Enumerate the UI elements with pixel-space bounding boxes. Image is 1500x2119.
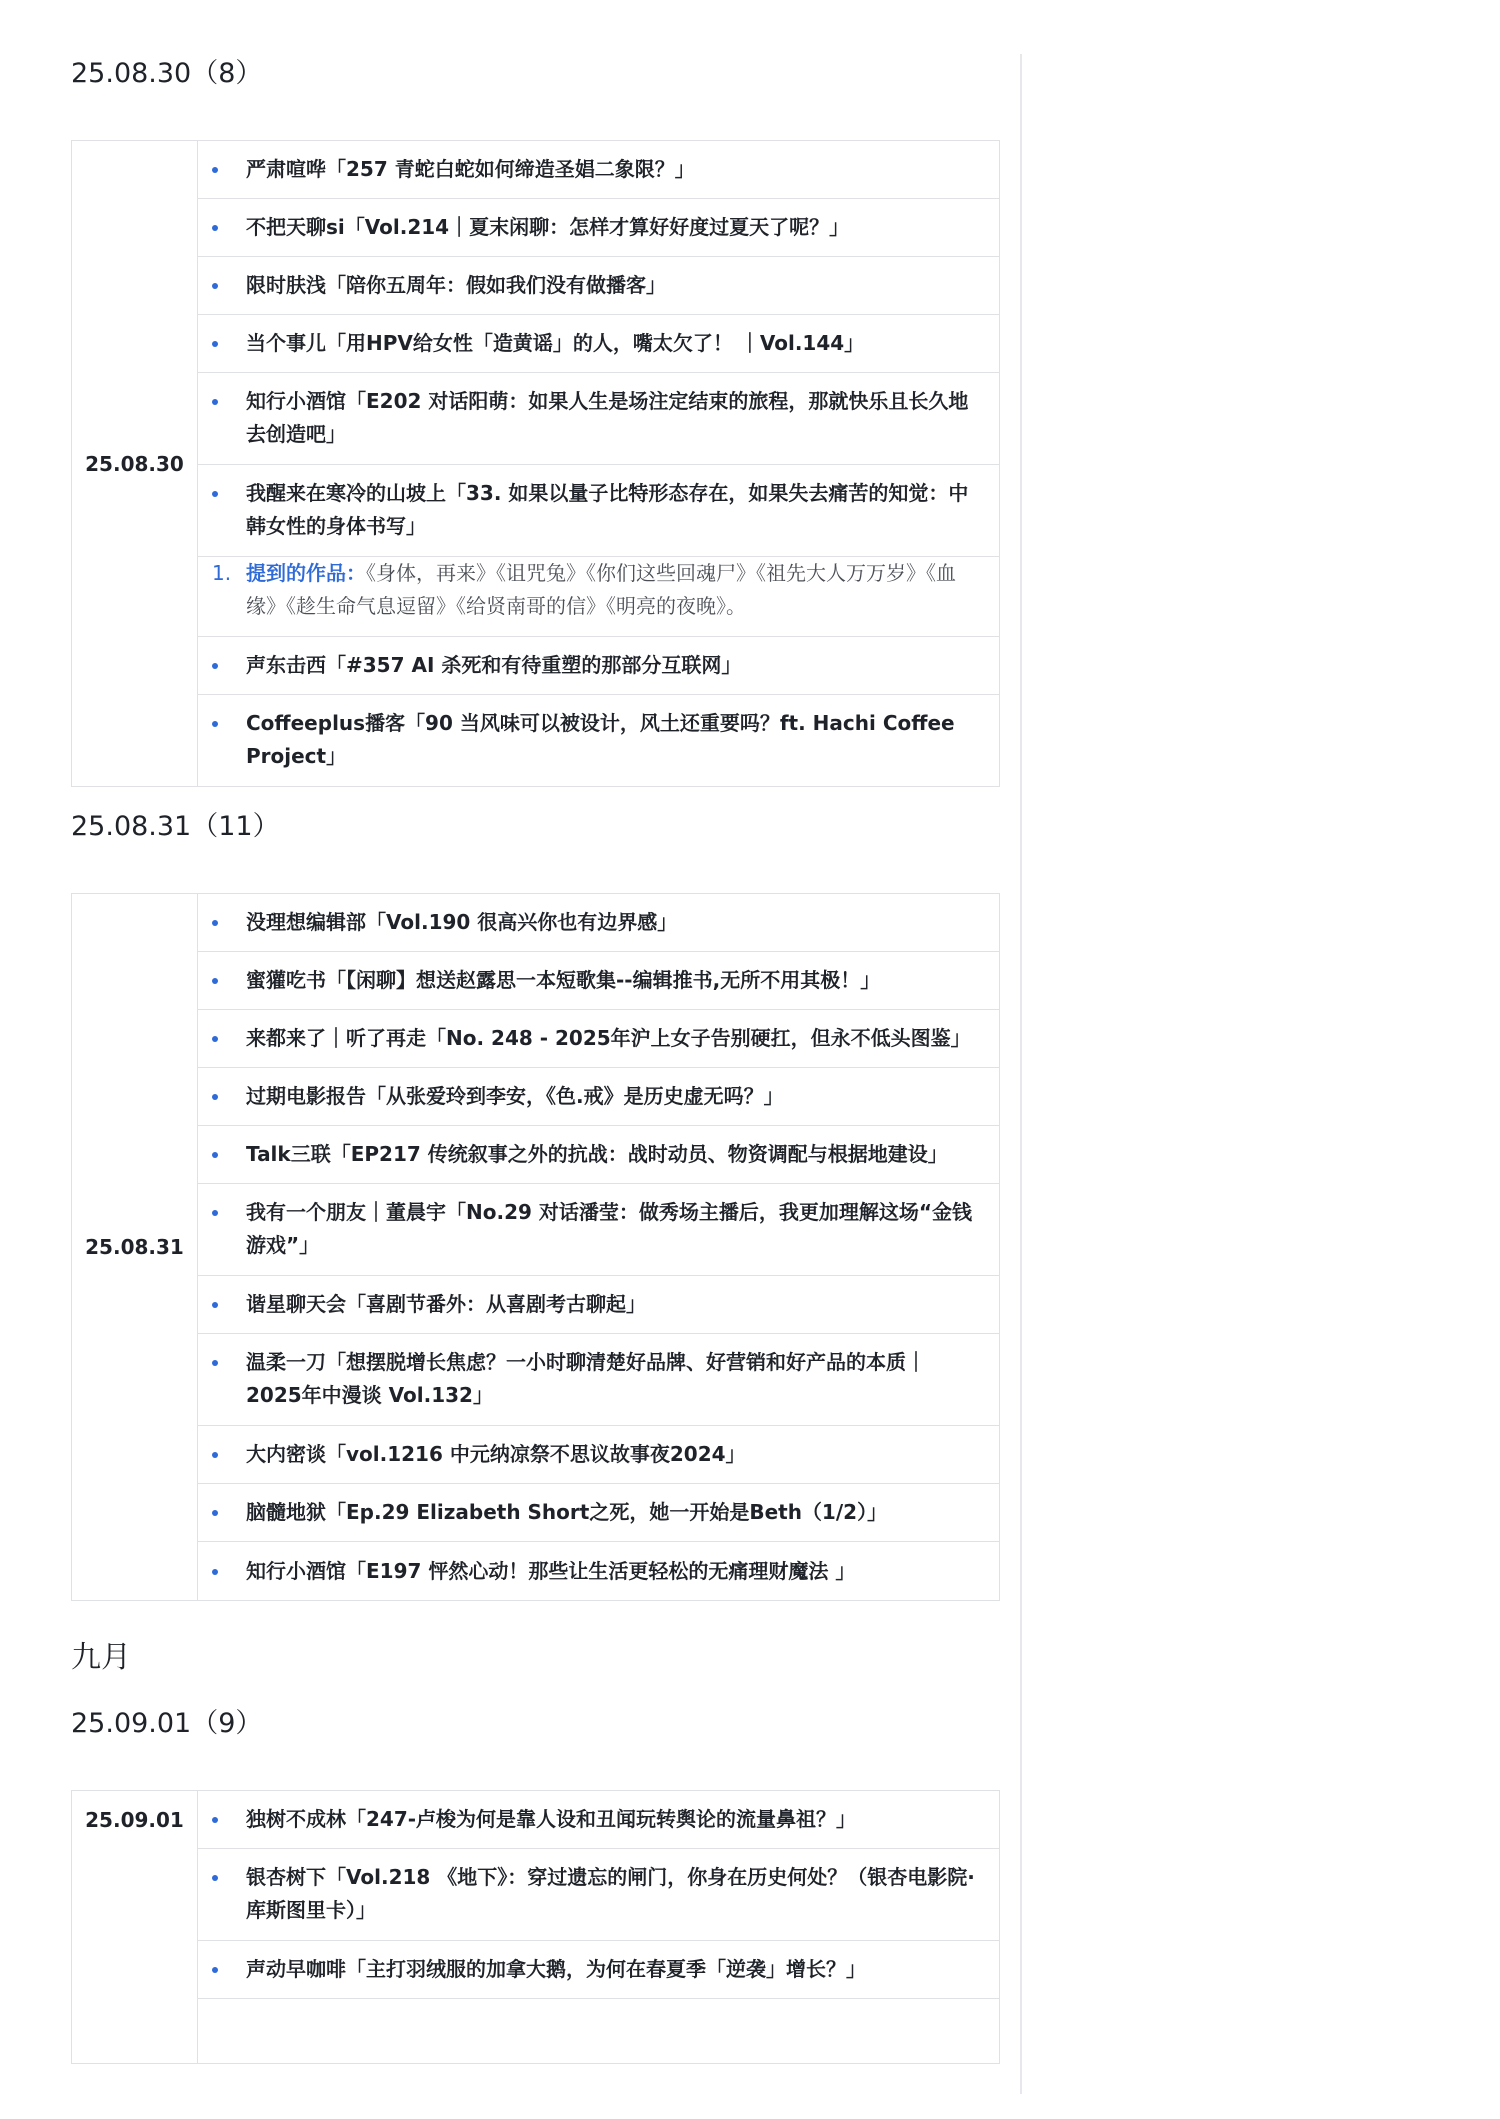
list-item [198,1334,999,1426]
note-number: 1. [212,561,232,585]
day-heading: 25.08.31（11） [71,811,280,842]
note-body [246,557,979,623]
entry-text: Coffeeplus播客「90 当风味可以被设计，风土还重要吗？ft. Hachi Coffee Project」 [246,711,955,768]
day-heading: 25.08.30（8） [71,58,263,89]
date-cell: 25.08.31 [72,894,198,1601]
bullet-icon [212,1080,246,1113]
entry-text: 来都来了｜听了再走「No. 248 - 2025年沪上女子告别硬扛，但永不低头图鉴」 [246,1026,971,1050]
entry-text: 知行小酒馆「E197 怦然心动！那些让生活更轻松的无痛理财魔法 」 [246,1558,856,1583]
bullet-icon [212,1496,246,1529]
day-section-0901 [71,1636,1001,2064]
entries-cell [198,1791,1000,2064]
entry-note-row [198,557,999,637]
episode-table [71,893,1000,1601]
date-cell: 25.09.01 [72,1791,198,2064]
list-item [198,1010,999,1068]
entry-text: 温柔一刀「想摆脱增长焦虑？一小时聊清楚好品牌、好营销和好产品的本质｜2025年中漫谈 Vol.132」 [246,1350,926,1407]
bullet-icon [212,1138,246,1171]
entry-text: 大内密谈「vol.1216 中元纳凉祭不思议故事夜2024」 [246,1442,746,1466]
entries-cell [198,141,1000,787]
entry-stack [246,477,979,543]
month-heading: 九月 [71,1640,131,1675]
list-item [198,1849,999,1941]
bullet-icon [212,269,246,302]
bullet-icon [212,1803,246,1836]
bullet-icon [212,1861,246,1894]
list-item [198,1542,999,1600]
entry-text: 没理想编辑部「Vol.190 很高兴你也有边界感」 [246,910,678,934]
list-item [198,1484,999,1542]
list-item [198,637,999,695]
bullet-icon [212,1288,246,1321]
list-item [198,465,999,557]
bullet-icon [212,211,246,244]
list-item [198,894,999,952]
list-item [198,257,999,315]
list-item [198,1068,999,1126]
list-item [198,1791,999,1849]
date-cell: 25.08.30 [72,141,198,787]
bullet-icon [212,1196,246,1229]
list-item [198,141,999,199]
bullet-icon [212,1022,246,1055]
entry-text: 我醒来在寒冷的山坡上「33. 如果以量子比特形态存在，如果失去痛苦的知觉：中韩女性的身体书写」 [246,481,969,538]
entry-text: 银杏树下「Vol.218 《地下》：穿过遗忘的闸门，你身在历史何处？（银杏电影院·库斯图里卡）」 [246,1865,975,1922]
list-item [198,315,999,373]
entry-text: 声动早咖啡「主打羽绒服的加拿大鹅，为何在春夏季「逆袭」增长？」 [246,1957,866,1981]
entry-text: Talk三联「EP217 传统叙事之外的抗战：战时动员、物资调配与根据地建设」 [246,1142,948,1166]
entry-text: 蜜獾吃书「【闲聊】想送赵露思一本短歌集--编辑推书,无所不用其极！」 [246,968,881,992]
list-item [198,1426,999,1484]
bullet-icon [212,327,246,360]
list-item [198,1941,999,1999]
list-item [198,695,999,786]
entry-text: 不把天聊si「Vol.214｜夏末闲聊：怎样才算好好度过夏天了呢？」 [246,215,850,239]
bullet-icon [212,1555,246,1588]
entry-text: 脑髓地狱「Ep.29 Elizabeth Short之死，她一开始是Beth（1/2）」 [246,1500,888,1524]
entry-text: 过期电影报告「从张爱玲到李安，《色.戒》是历史虚无吗？」 [246,1084,784,1108]
list-item-empty [198,1999,999,2063]
entry-text: 独树不成林「247-卢梭为何是靠人设和丑闻玩转舆论的流量鼻祖？」 [246,1807,857,1831]
list-item [198,373,999,465]
episode-table [71,1790,1000,2064]
entry-text: 限时肤浅「陪你五周年：假如我们没有做播客」 [246,273,666,297]
bullet-icon [212,477,246,510]
day-heading: 25.09.01（9） [71,1708,263,1739]
entry-text: 声东击西「#357 AI 杀死和有待重塑的那部分互联网」 [246,653,742,677]
bullet-icon [212,1953,246,1986]
day-section-0831 [71,807,1001,1601]
entry-text: 当个事儿「用HPV给女性「造黄谣」的人，嘴太欠了！ ｜Vol.144」 [246,331,865,355]
episode-table [71,140,1000,787]
note-text: 《身体，再来》《诅咒兔》《你们这些回魂尸》《祖先大人万万岁》《血缘》《趁生命气息逗留》《给贤南哥的信》《明亮的夜晚》。 [246,561,956,618]
entry-text: 严肃喧哗「257 青蛇白蛇如何缔造圣娼二象限？」 [246,157,695,181]
entry-text: 谐星聊天会「喜剧节番外：从喜剧考古聊起」 [246,1292,646,1316]
list-item [198,1276,999,1334]
list-item [198,952,999,1010]
day-section-0830 [71,54,1001,787]
list-item [198,199,999,257]
list-item [198,1184,999,1276]
entry-text: 我有一个朋友｜董晨宇「No.29 对话潘莹：做秀场主播后，我更加理解这场“金钱游戏”」 [246,1200,973,1257]
bullet-icon [212,906,246,939]
entries-cell [198,894,1000,1601]
document-page [71,54,1022,2094]
bullet-icon [212,1438,246,1471]
bullet-icon [212,153,246,186]
bullet-icon [212,707,246,740]
bullet-icon [212,964,246,997]
list-item [198,1126,999,1184]
mentioned-works-note [212,557,979,623]
entry-text: 知行小酒馆「E202 对话阳萌：如果人生是场注定结束的旅程，那就快乐且长久地去创造吧」 [246,389,969,446]
bullet-icon [212,1346,246,1379]
note-label: 提到的作品： [246,561,366,585]
bullet-icon [212,649,246,682]
bullet-icon [212,385,246,418]
